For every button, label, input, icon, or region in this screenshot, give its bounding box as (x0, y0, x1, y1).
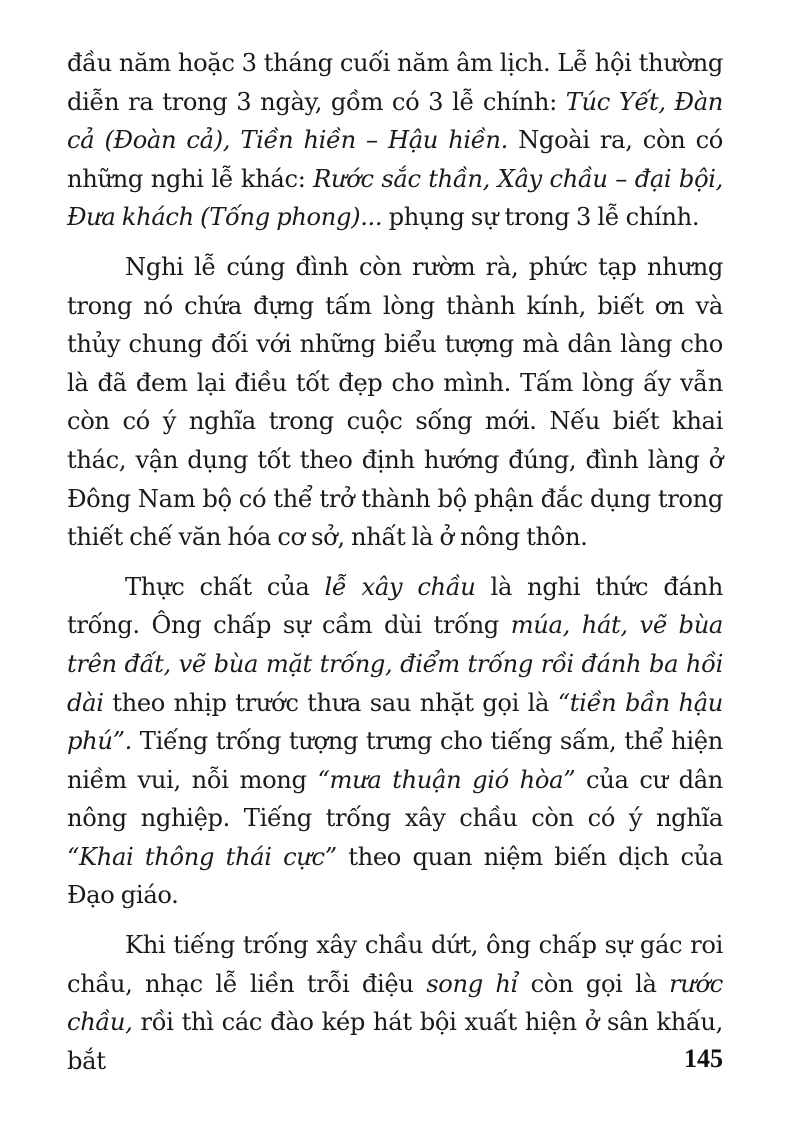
paragraph-2 (67, 248, 723, 557)
italic-text-run: lễ xây chầu (324, 572, 476, 601)
text-run: đầu năm hoặc 3 tháng cuối năm âm lịch. Lễ hội thường diễn ra trong 3 ngày, gồm có 3 lễ chính: (67, 49, 723, 116)
text-run: Thực chất của (125, 572, 325, 601)
italic-text-run: “mưa thuận gió hòa” (317, 765, 576, 794)
text-run: Nghi lễ cúng đình còn rườm rà, phức tạp nhưng trong nó chứa đựng tấm lòng thành kính, biết ơn và thủy chung đối với những biểu tượng mà dân làng cho là đã đem lại điều tốt đẹp cho mình. Tấm lòng ấy vẫn còn có ý nghĩa trong cuộc sống mới. Nếu biết khai thác, vận dụng tốt theo định hướng đúng, đình làng ở Đông Nam bộ có thể trở thành bộ phận đắc dụng trong thiết chế văn hóa cơ sở, nhất là ở nông thôn. (67, 252, 723, 552)
paragraph-4 (67, 926, 723, 1080)
italic-text-run: rước chầu, (67, 969, 724, 1037)
text-run: Khi tiếng trống xây chầu dứt, ông chấp sự gác roi chầu, nhạc lễ liền trỗi điệu (67, 931, 723, 998)
italic-text-run: Rước sắc thần, Xây chầu – đại bội, Đưa khách (Tống phong)... (67, 164, 724, 232)
page-number: 145 (684, 1044, 723, 1073)
text-run: rồi thì các đào kép hát bội xuất hiện ở sân khấu, bắt (67, 1008, 723, 1075)
text-run: của cư dân nông nghiệp. Tiếng trống xây chầu còn có ý nghĩa (67, 765, 724, 833)
text-run: Tiếng trống tượng trưng cho tiếng sấm, thể hiện niềm vui, nỗi mong (67, 727, 723, 794)
italic-text-run: “Khai thông thái cực” (67, 842, 337, 871)
text-run: theo nhịp trước thưa sau nhặt gọi là (103, 688, 558, 717)
italic-text-run: Túc Yết, Đàn cả (Đoàn cả), Tiền hiền – Hậu hiền. (67, 87, 723, 155)
text-run: phụng sự trong 3 lễ chính. (382, 203, 700, 232)
text-run: Ngoài ra, còn có những nghi lễ khác: (67, 126, 723, 193)
paragraph-3 (67, 568, 723, 915)
text-run: là nghi thức đánh trống. Ông chấp sự cầm dùi trống (67, 572, 723, 640)
text-run: còn gọi là (518, 969, 670, 998)
page-body (67, 44, 723, 1091)
italic-text-run: “tiền bần hậu phú”. (67, 688, 723, 756)
italic-text-run: múa, hát, vẽ bùa trên đất, vẽ bùa mặt trống, điểm trống rồi đánh ba hồi dài (67, 611, 723, 717)
paragraph-1 (67, 44, 723, 237)
text-run: theo quan niệm biến dịch của Đạo giáo. (67, 842, 723, 910)
italic-text-run: song hỉ (426, 969, 519, 998)
